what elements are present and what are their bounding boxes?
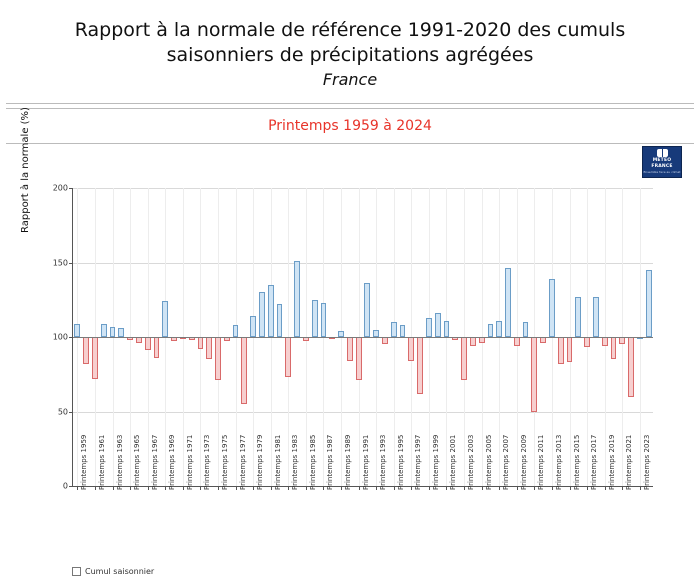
bar (294, 261, 300, 337)
x-axis-tick-mark (148, 486, 149, 490)
bar (277, 304, 283, 337)
bar (92, 337, 98, 379)
bar (268, 285, 274, 337)
x-axis-tick-mark (429, 486, 430, 490)
bar (619, 337, 625, 344)
x-axis-tick-mark (218, 486, 219, 490)
y-axis-label: Rapport à la normale (%) (20, 107, 31, 233)
x-axis-tick-mark (271, 486, 272, 490)
bar (74, 324, 80, 337)
x-axis-tick-mark (411, 486, 412, 490)
period-label: Printemps 1959 à 2024 (268, 118, 432, 134)
gridline-horizontal (73, 263, 653, 264)
bar (461, 337, 467, 380)
x-axis-tick-mark (113, 486, 114, 490)
x-axis-tick-label: Printemps 1965 (133, 434, 141, 490)
bar (206, 337, 212, 359)
bar (611, 337, 617, 359)
bar (444, 321, 450, 337)
x-axis-tick-label: Printemps 2013 (555, 434, 563, 490)
bar (83, 337, 89, 364)
x-axis-tick-mark (77, 486, 78, 490)
bar (391, 322, 397, 337)
x-axis-tick-label: Printemps 2023 (643, 434, 651, 490)
bar (488, 324, 494, 337)
x-axis-tick-mark (587, 486, 588, 490)
x-axis-tick-label: Printemps 1969 (168, 434, 176, 490)
logo-line-1: METEO (652, 158, 672, 163)
bar (505, 268, 511, 337)
x-axis-tick-label: Printemps 1973 (203, 434, 211, 490)
x-axis-tick-label: Printemps 1993 (379, 434, 387, 490)
bar (241, 337, 247, 404)
plot-region (52, 183, 653, 491)
x-axis-tick-mark (517, 486, 518, 490)
bar (417, 337, 423, 394)
bar (364, 283, 370, 337)
bar (470, 337, 476, 346)
bar (575, 297, 581, 337)
x-axis-tick-mark (622, 486, 623, 490)
y-axis-tick-label: 0 (62, 481, 68, 491)
x-axis-tick-mark (359, 486, 360, 490)
x-axis-tick-mark (130, 486, 131, 490)
bar (259, 292, 265, 337)
y-axis-tick-mark (69, 263, 73, 264)
x-axis-tick-mark (482, 486, 483, 490)
x-axis-tick-label: Printemps 2001 (449, 434, 457, 490)
bar (558, 337, 564, 364)
bar (198, 337, 204, 349)
x-axis-tick-label: Printemps 1997 (414, 434, 422, 490)
x-axis-tick-label: Printemps 1991 (362, 434, 370, 490)
title-block (0, 0, 700, 95)
x-axis-tick-mark (394, 486, 395, 490)
x-axis-tick-mark (464, 486, 465, 490)
bar (567, 337, 573, 362)
bar (312, 300, 318, 337)
bar (523, 322, 529, 337)
x-axis-tick-mark (605, 486, 606, 490)
x-axis-tick-label: Printemps 2015 (573, 434, 581, 490)
bar (549, 279, 555, 337)
x-axis-tick-mark (236, 486, 237, 490)
y-axis-tick-label: 100 (52, 332, 68, 342)
x-axis-tick-label: Printemps 2003 (467, 434, 475, 490)
x-axis-tick-label: Printemps 1995 (397, 434, 405, 490)
bar (496, 321, 502, 337)
bar (250, 316, 256, 337)
bar (321, 303, 327, 337)
bar (162, 301, 168, 337)
y-axis-tick-mark (69, 486, 73, 487)
x-axis-tick-label: Printemps 1963 (116, 434, 124, 490)
y-axis-tick-mark (69, 188, 73, 189)
x-axis-tick-label: Printemps 1979 (256, 434, 264, 490)
x-axis-tick-mark (253, 486, 254, 490)
x-axis-tick-mark (376, 486, 377, 490)
bar (285, 337, 291, 377)
bar (101, 324, 107, 337)
gridline-horizontal (73, 412, 653, 413)
bar (628, 337, 634, 397)
page-subtitle: France (322, 70, 378, 89)
x-axis-tick-mark (288, 486, 289, 490)
x-axis-tick-mark (499, 486, 500, 490)
x-axis-tick-mark (640, 486, 641, 490)
bar (400, 325, 406, 337)
x-axis-tick-label: Printemps 1959 (80, 434, 88, 490)
x-axis-tick-mark (165, 486, 166, 490)
legend (72, 567, 154, 576)
x-axis-tick-label: Printemps 2021 (625, 434, 633, 490)
bar (145, 337, 151, 350)
x-axis-tick-label: Printemps 2017 (590, 434, 598, 490)
x-axis-tick-label: Printemps 1999 (432, 434, 440, 490)
bar (215, 337, 221, 380)
x-axis-tick-label: Printemps 1989 (344, 434, 352, 490)
x-axis-tick-label: Printemps 1971 (186, 434, 194, 490)
bar (356, 337, 362, 380)
x-axis-tick-mark (570, 486, 571, 490)
meteo-france-logo (642, 146, 682, 178)
y-axis-tick-label: 200 (52, 183, 68, 193)
x-axis-tick-mark (552, 486, 553, 490)
y-axis-tick-mark (69, 412, 73, 413)
x-axis-tick-label: Printemps 2007 (502, 434, 510, 490)
x-axis-tick-mark (200, 486, 201, 490)
page-title (40, 18, 660, 68)
bar (426, 318, 432, 337)
bar (118, 328, 124, 337)
bar (531, 337, 537, 412)
x-axis-tick-mark (341, 486, 342, 490)
x-axis-tick-mark (446, 486, 447, 490)
y-axis-tick-label: 50 (57, 407, 68, 416)
x-axis-tick-mark (183, 486, 184, 490)
bar (514, 337, 520, 346)
legend-label: Cumul saisonnier (85, 567, 155, 576)
bar (233, 325, 239, 337)
bar (373, 330, 379, 337)
x-axis-tick-label: Printemps 1985 (309, 434, 317, 490)
x-axis-tick-label: Printemps 1967 (151, 434, 159, 490)
baseline-100 (73, 337, 653, 338)
x-axis-tick-label: Printemps 2009 (520, 434, 528, 490)
logo-line-2: FRANCE (651, 163, 673, 169)
x-axis-tick-label: Printemps 2005 (485, 434, 493, 490)
bar (110, 327, 116, 337)
bar (602, 337, 608, 346)
x-axis-tick-label: Printemps 1987 (326, 434, 334, 490)
bar (646, 270, 652, 337)
title-line-2: saisonniers de précipitations agrégées (166, 44, 534, 66)
x-axis-tick-mark (323, 486, 324, 490)
legend-swatch-icon (72, 567, 81, 576)
bar (584, 337, 590, 347)
bar (593, 297, 599, 337)
bar (347, 337, 353, 361)
logo-line-3: Ensemble face au climat (643, 170, 681, 174)
x-axis-tick-label: Printemps 2019 (608, 434, 616, 490)
bar (154, 337, 160, 358)
bar (435, 313, 441, 337)
x-axis-tick-label: Printemps 1981 (274, 434, 282, 490)
title-line-1: Rapport à la normale de référence 1991-2020 des cumuls (74, 19, 626, 41)
bar (382, 337, 388, 344)
x-axis-tick-label: Printemps 2011 (537, 434, 545, 490)
divider-third (6, 143, 694, 144)
x-axis-tick-mark (95, 486, 96, 490)
x-axis-tick-label: Printemps 1961 (98, 434, 106, 490)
gridline-horizontal (73, 188, 653, 189)
x-axis-tick-label: Printemps 1977 (239, 434, 247, 490)
x-axis-tick-mark (306, 486, 307, 490)
y-axis-tick-label: 150 (52, 258, 68, 267)
x-axis-tick-mark (534, 486, 535, 490)
x-axis-tick-label: Printemps 1975 (221, 434, 229, 490)
bar (408, 337, 414, 361)
logo-mark-icon (657, 149, 668, 157)
x-axis-tick-label: Printemps 1983 (291, 434, 299, 490)
